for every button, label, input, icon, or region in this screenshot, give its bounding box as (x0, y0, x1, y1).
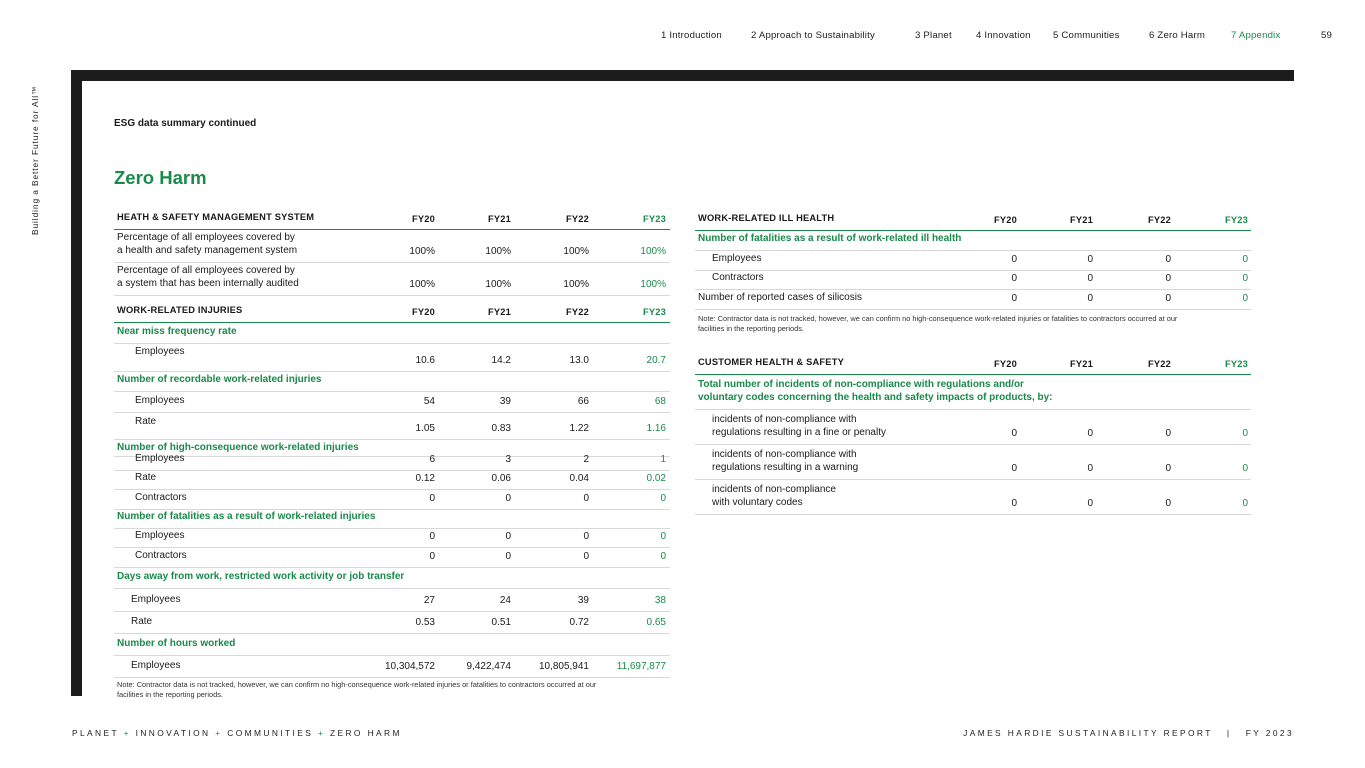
row-label: Employees (135, 346, 185, 357)
subsection-title (695, 231, 1251, 251)
table-row (114, 490, 670, 510)
value-fy21: 100% (485, 279, 511, 290)
section-label: ESG data summary continued (114, 118, 257, 129)
header-fy21: FY21 (487, 307, 511, 317)
table-header (114, 296, 670, 323)
nav-introduction[interactable]: 1 Introduction (661, 30, 722, 41)
page-number: 59 (1321, 30, 1333, 41)
table-row (114, 471, 670, 490)
header-label: HEATH & SAFETY MANAGEMENT SYSTEM (117, 212, 315, 222)
header-fy20: FY20 (993, 359, 1017, 369)
row-label: incidents of non-compliance with regulations resulting in a fine or penalty (712, 414, 886, 438)
header-label: WORK-RELATED INJURIES (117, 305, 243, 315)
value-fy22: 0 (1165, 428, 1171, 439)
header-fy20: FY20 (411, 214, 435, 224)
table-row (695, 480, 1251, 515)
row-label: Contractors (135, 492, 187, 503)
footer-pillars: PLANET + INNOVATION + COMMUNITIES + ZERO HARM (72, 728, 402, 738)
value-fy22: 0 (583, 493, 589, 504)
subsection-label: Number of fatalities as a result of work-related ill health (698, 233, 962, 244)
row-label: incidents of non-compliance with voluntary codes (712, 484, 836, 508)
value-fy20: 10,304,572 (384, 661, 435, 672)
value-fy22: 0.72 (569, 617, 589, 628)
value-fy23: 0 (1242, 273, 1248, 284)
value-fy20: 0 (1011, 463, 1017, 474)
subsection-title (114, 372, 670, 392)
page-title: Zero Harm (114, 167, 207, 188)
value-fy22: 0 (583, 531, 589, 542)
table-header (695, 350, 1251, 375)
value-fy20: 10.6 (415, 355, 435, 366)
subsection-title (114, 323, 670, 344)
frame-top-bar (71, 70, 1294, 81)
row-label: Number of reported cases of silicosis (698, 292, 862, 303)
value-fy23: 0 (1242, 463, 1248, 474)
value-fy22: 0 (583, 551, 589, 562)
table-row (114, 656, 670, 678)
subsection-title (114, 634, 670, 656)
table-row (695, 290, 1251, 310)
right-note: Note: Contractor data is not tracked, however, we can confirm no high-consequence work-related injuries or fatalities to contractors occurred at our facilities in the reporting periods. (698, 314, 1178, 333)
table-row (114, 589, 670, 612)
table-row (695, 445, 1251, 480)
value-fy20: 0.12 (415, 473, 435, 484)
value-fy23: 0.02 (646, 473, 666, 484)
value-fy22: 0 (1165, 293, 1171, 304)
value-fy23: 0 (660, 493, 666, 504)
value-fy20: 1.05 (415, 423, 435, 434)
value-fy20: 0.53 (415, 617, 435, 628)
value-fy21: 100% (485, 246, 511, 257)
value-fy22: 2 (583, 454, 589, 465)
value-fy20: 6 (429, 454, 435, 465)
header-fy21: FY21 (1069, 359, 1093, 369)
value-fy20: 27 (423, 595, 435, 606)
value-fy21: 0.83 (491, 423, 511, 434)
table-row (695, 410, 1251, 445)
row-label: Percentage of all employees covered by a health and safety management system (117, 232, 298, 256)
table-row (114, 392, 670, 413)
sidebar-tagline: Building a Better Future for All™ (30, 85, 40, 235)
subsection-title (695, 375, 1251, 410)
value-fy23: 0 (1242, 293, 1248, 304)
row-label: Contractors (135, 550, 187, 561)
value-fy23: 0 (660, 551, 666, 562)
footer-report-title: JAMES HARDIE SUSTAINABILITY REPORT | FY 2023 (963, 728, 1294, 738)
value-fy23: 1.16 (646, 423, 666, 434)
row-label: Rate (135, 416, 157, 427)
value-fy23: 38 (654, 595, 666, 606)
row-label: Contractors (712, 272, 764, 283)
right-table-ill-health (695, 206, 1251, 310)
value-fy23: 0 (1242, 254, 1248, 265)
value-fy23: 100% (640, 279, 666, 290)
nav-approach[interactable]: 2 Approach to Sustainability (751, 30, 875, 41)
subsection-title (114, 568, 670, 589)
value-fy22: 0.04 (569, 473, 589, 484)
table-row (114, 612, 670, 634)
table-row (695, 251, 1251, 271)
subsection-label: Number of high-consequence work-related injuries (117, 442, 359, 453)
subsection-label: Near miss frequency rate (117, 326, 237, 337)
header-fy23: FY23 (1224, 359, 1248, 369)
value-fy20: 0 (1011, 254, 1017, 265)
subsection-title (114, 510, 670, 529)
row-label: Employees (712, 253, 762, 264)
value-fy23: 11,697,877 (616, 661, 666, 672)
value-fy21: 24 (499, 595, 511, 606)
row-label: Employees (131, 660, 181, 671)
table-row (695, 271, 1251, 290)
value-fy20: 0 (429, 531, 435, 542)
header-fy20: FY20 (993, 215, 1017, 225)
value-fy21: 9,422,474 (466, 661, 511, 672)
left-table (114, 206, 670, 726)
value-fy20: 0 (1011, 428, 1017, 439)
value-fy21: 3 (505, 454, 511, 465)
table-row (114, 230, 670, 263)
nav-zero-harm[interactable]: 6 Zero Harm (1149, 30, 1206, 41)
header-fy22: FY22 (565, 214, 589, 224)
value-fy23: 1 (660, 454, 666, 465)
value-fy20: 54 (423, 396, 435, 407)
value-fy20: 0 (429, 551, 435, 562)
header-fy22: FY22 (1147, 359, 1171, 369)
right-table-customer (695, 350, 1251, 515)
value-fy22: 0 (1165, 254, 1171, 265)
header-label: WORK-RELATED ILL HEALTH (698, 213, 835, 223)
value-fy23: 0 (1242, 498, 1248, 509)
table-row (114, 344, 670, 372)
value-fy21: 0 (505, 493, 511, 504)
header-fy21: FY21 (1069, 215, 1093, 225)
value-fy23: 68 (654, 396, 666, 407)
table-row (114, 529, 670, 548)
value-fy20: 0 (1011, 293, 1017, 304)
value-fy21: 0 (1087, 428, 1093, 439)
subsection-label: Number of recordable work-related injuries (117, 374, 322, 385)
value-fy20: 0 (429, 493, 435, 504)
left-note: Note: Contractor data is not tracked, however, we can confirm no high-consequence work-related injuries or fatalities to contractors occurred at our facilities in the reporting periods. (117, 680, 597, 699)
value-fy20: 100% (409, 246, 435, 257)
row-label: Employees (135, 453, 185, 464)
table-row (114, 413, 670, 440)
value-fy20: 100% (409, 279, 435, 290)
value-fy21: 0 (505, 531, 511, 542)
row-label: Rate (135, 472, 157, 483)
header-fy22: FY22 (1147, 215, 1171, 225)
value-fy21: 0.06 (491, 473, 511, 484)
value-fy21: 14.2 (491, 355, 511, 366)
row-label: incidents of non-compliance with regulations resulting in a warning (712, 449, 859, 473)
value-fy20: 0 (1011, 498, 1017, 509)
table-row (114, 263, 670, 296)
value-fy22: 1.22 (569, 423, 589, 434)
row-label: Percentage of all employees covered by a system that has been internally audited (117, 265, 299, 289)
value-fy22: 0 (1165, 498, 1171, 509)
nav-planet[interactable]: 3 Planet (915, 30, 952, 41)
value-fy21: 0.51 (491, 617, 511, 628)
nav-appendix[interactable]: 7 Appendix (1231, 30, 1281, 41)
header-fy21: FY21 (487, 214, 511, 224)
value-fy23: 20.7 (646, 355, 666, 366)
value-fy22: 0 (1165, 273, 1171, 284)
value-fy22: 100% (563, 246, 589, 257)
header-fy22: FY22 (565, 307, 589, 317)
top-navigation (0, 30, 1365, 44)
value-fy22: 10,805,941 (538, 661, 589, 672)
subsection-label: Number of fatalities as a result of work-related injuries (117, 511, 376, 522)
header-fy23: FY23 (642, 307, 666, 317)
row-label: Employees (135, 395, 185, 406)
value-fy21: 0 (1087, 293, 1093, 304)
value-fy23: 0 (660, 531, 666, 542)
row-label: Rate (131, 616, 153, 627)
table-row (114, 451, 670, 471)
value-fy21: 0 (1087, 463, 1093, 474)
frame-left-bar (71, 70, 82, 696)
value-fy22: 66 (577, 396, 589, 407)
header-fy20: FY20 (411, 307, 435, 317)
value-fy23: 0.65 (646, 617, 666, 628)
value-fy20: 0 (1011, 273, 1017, 284)
subsection-label: Days away from work, restricted work activity or job transfer (117, 571, 405, 582)
header-fy23: FY23 (1224, 215, 1248, 225)
value-fy21: 0 (1087, 498, 1093, 509)
header-label: CUSTOMER HEALTH & SAFETY (698, 357, 844, 367)
subsection-label: Total number of incidents of non-compliance with regulations and/or voluntary codes concerning the health and safety impacts of products, by: (698, 379, 1053, 403)
value-fy21: 39 (499, 396, 511, 407)
nav-innovation[interactable]: 4 Innovation (976, 30, 1031, 41)
header-fy23: FY23 (642, 214, 666, 224)
subsection-label: Number of hours worked (117, 638, 236, 649)
nav-communities[interactable]: 5 Communities (1053, 30, 1120, 41)
table-row (114, 548, 670, 568)
value-fy22: 100% (563, 279, 589, 290)
value-fy22: 13.0 (569, 355, 589, 366)
row-label: Employees (131, 594, 181, 605)
value-fy21: 0 (505, 551, 511, 562)
value-fy23: 100% (640, 246, 666, 257)
table-header (695, 206, 1251, 231)
value-fy21: 0 (1087, 273, 1093, 284)
value-fy23: 0 (1242, 428, 1248, 439)
value-fy22: 39 (577, 595, 589, 606)
table-header (114, 206, 670, 230)
value-fy22: 0 (1165, 463, 1171, 474)
row-label: Employees (135, 530, 185, 541)
value-fy21: 0 (1087, 254, 1093, 265)
